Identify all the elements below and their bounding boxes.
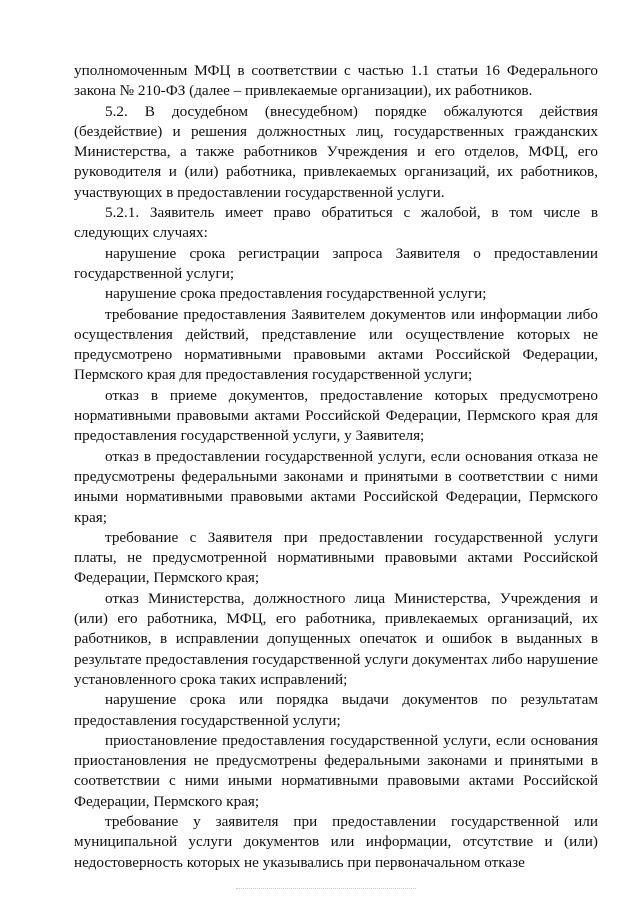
paragraph-continuation: уполномоченным МФЦ в соответствии с частью 1.1 статьи 16 Федерального закона № 210-ФЗ (далее – привлекаемые организации), их работников. <box>74 62 598 100</box>
case-item-documents-demand: требование у заявителя при предоставлении государственной или муниципальной услуги документов или информации, отсутствие и (или) недостоверность которых не указывались при первоначальном отказе <box>74 812 598 871</box>
case-item-refusal-service: отказ в предоставлении государственной услуги, если основания отказа не предусмотрены федеральными законами и принятыми в соответствии с ними иными нормативными правовыми актами Российской Федерации, Пермского края; <box>74 447 598 526</box>
case-item-registration-deadline: нарушение срока регистрации запроса Заявителя о предоставлении государственной услуги; <box>74 244 598 282</box>
case-item-service-deadline: нарушение срока предоставления государственной услуги; <box>105 285 487 303</box>
case-item-suspension: приостановление предоставления государственной услуги, если основания приостановления не предусмотрены федеральными законами и принятыми в соответствии с ними иными нормативными правовыми актами Российской Федерации, Пермского края; <box>74 731 598 810</box>
case-item-extra-documents: требование предоставления Заявителем документов или информации либо осуществления действий, представление или осуществление которых не предусмотрено нормативными правовыми актами Российской Федерации, Пермского края для предоставления государственной услуги; <box>74 305 598 384</box>
case-item-payment-demand: требование с Заявителя при предоставлении государственной услуги платы, не предусмотренной нормативными правовыми актами Российской Федерации, Пермского края; <box>74 528 598 587</box>
scan-artifact-divider <box>236 886 416 889</box>
paragraph-5-2-1: 5.2.1. Заявитель имеет право обратиться с жалобой, в том числе в следующих случаях: <box>74 204 598 242</box>
paragraph-5-2: 5.2. В досудебном (внесудебном) порядке обжалуются действия (бездействие) и решения должностных лиц, государственных гражданских Министерства, а также работников Учреждения и его отделов, МФЦ, его руководителя и (или) работника, привлекаемых организаций, их работников, участвующих в предоставлении государственной услуги. <box>74 102 598 201</box>
case-item-correction-refusal: отказ Министерства, должностного лица Министерства, Учреждения и (или) его работника, МФЦ, его работника, привлекаемых организаций, их работников, в исправлении допущенных опечаток и ошибок в выданных в результате предоставления государственной услуги документах либо нарушение установленного срока таких исправлений; <box>74 589 598 688</box>
case-item-refusal-acceptance: отказ в приеме документов, предоставление которых предусмотрено нормативными правовыми актами Российской Федерации, Пермского края для предоставления государственной услуги, у Заявителя; <box>74 386 598 445</box>
case-item-issuance-violation: нарушение срока или порядка выдачи документов по результатам предоставления государственной услуги; <box>74 691 598 729</box>
document-body <box>74 61 598 873</box>
